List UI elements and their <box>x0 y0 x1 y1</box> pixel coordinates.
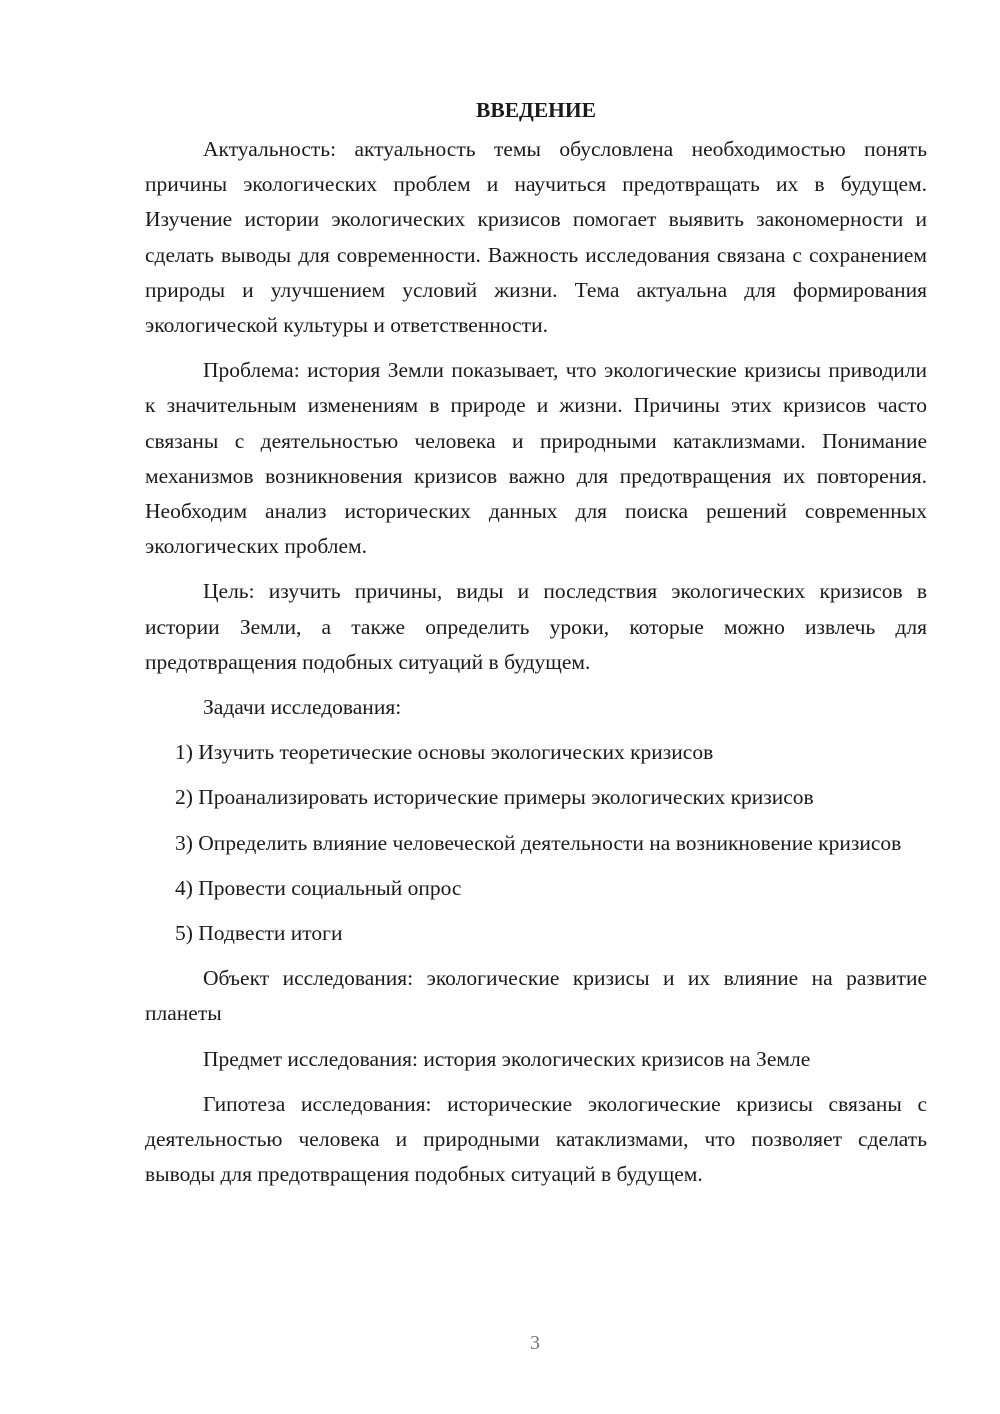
subject-paragraph: Предмет исследования: история экологических кризисов на Земле <box>203 1046 811 1071</box>
task-item: 5) Подвести итоги <box>175 921 343 946</box>
page-number: 3 <box>530 1332 540 1354</box>
task-item: 2) Проанализировать исторические примеры экологических кризисов <box>175 785 814 810</box>
section-title: ВВЕДЕНИЕ <box>476 98 596 122</box>
goal-paragraph: Цель: изучить причины, виды и последствия экологических кризисов в истории Земли, а также определить уроки, которые можно извлечь для предотвращения подобных ситуаций в будущем. <box>145 579 927 674</box>
task-item: 3) Определить влияние человеческой деятельности на возникновение кризисов <box>175 830 902 855</box>
problem-paragraph: Проблема: история Земли показывает, что экологические кризисы приводили к значительным изменениям в природе и жизни. Причины этих кризисов часто связаны с деятельностью человека и природными катаклизмами. Понимание механизмов возникновения кризисов важно для предотвращения их повторения. Необходим анализ исторических данных для поиска решений современных экологических проблем. <box>145 358 927 559</box>
hypothesis-paragraph: Гипотеза исследования: исторические экологические кризисы связаны с деятельностью человека и природными катаклизмами, что позволяет сделать выводы для предотвращения подобных ситуаций в будущем. <box>145 1091 927 1187</box>
tasks-heading: Задачи исследования: <box>203 695 402 720</box>
task-item: 1) Изучить теоретические основы экологических кризисов <box>175 740 714 765</box>
object-paragraph: Объект исследования: экологические кризисы и их влияние на развитие планеты <box>145 966 927 1026</box>
document-page <box>145 92 927 1202</box>
relevance-paragraph: Актуальность: актуальность темы обусловлена необходимостью понять причины экологических проблем и научиться предотвращать их в будущем. Изучение истории экологических кризисов помогает выявить закономерности и сделать выводы для современности. Важность исследования связана с сохранением природы и улучшением условий жизни. Тема актуальна для формирования экологической культуры и ответственности. <box>145 137 927 338</box>
task-item: 4) Провести социальный опрос <box>175 875 462 900</box>
